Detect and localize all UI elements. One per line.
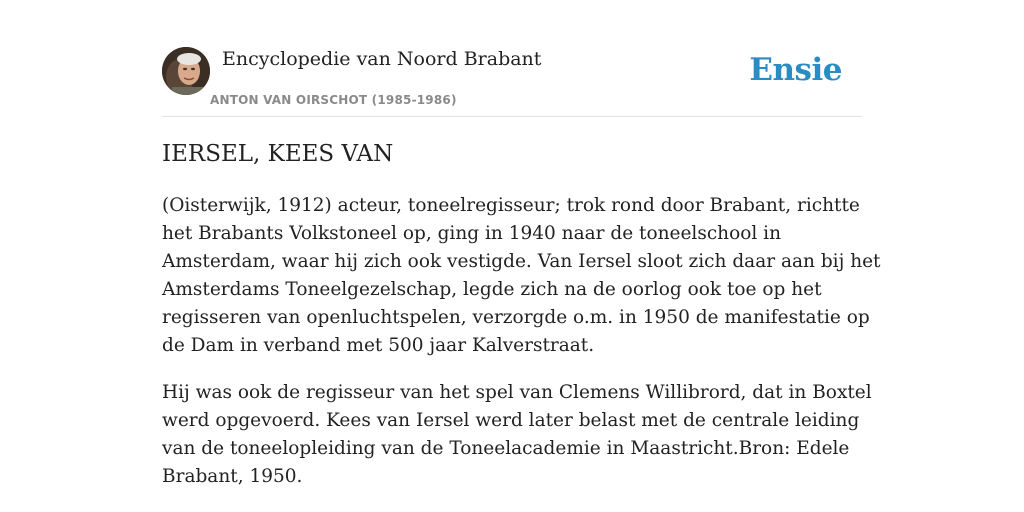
- article-title: IERSEL, KEES VAN: [162, 141, 394, 167]
- article-body: [162, 192, 882, 510]
- ensie-logo[interactable]: Ensie: [749, 52, 842, 88]
- header: [162, 46, 862, 117]
- publication-title[interactable]: Encyclopedie van Noord Brabant: [222, 48, 542, 70]
- author-name[interactable]: ANTON VAN OIRSCHOT (1985-1986): [210, 93, 457, 107]
- article-paragraph: Hij was ook de regisseur van het spel van Clemens Willibrord, dat in Boxtel werd opgevoerd. Kees van Iersel werd later belast met de centrale leiding van de toneelopleiding van de Toneelacademie in Maastricht.Bron: Edele Brabant, 1950.: [162, 382, 872, 487]
- article-paragraph: (Oisterwijk, 1912) acteur, toneelregisseur; trok rond door Brabant, richtte het Brabants Volkstoneel op, ging in 1940 naar de toneelschool in Amsterdam, waar hij zich ook vestigde. Van Iersel sloot zich daar aan bij het Amsterdams Toneelgezelschap, legde zich na de oorlog ook toe op het regisseren van openluchtspelen, verzorgde o.m. in 1950 de manifestatie op de Dam in verband met 500 jaar Kalverstraat.: [162, 195, 881, 356]
- author-photo: [162, 47, 210, 95]
- author-avatar[interactable]: [162, 47, 210, 95]
